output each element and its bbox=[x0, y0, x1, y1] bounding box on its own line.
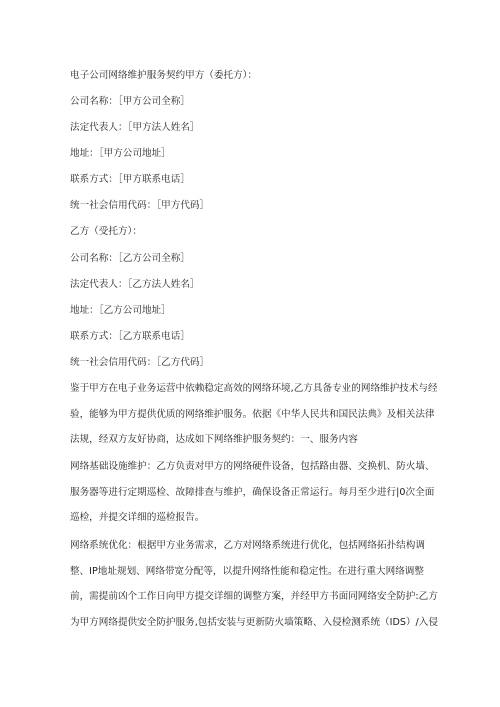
party-a-address: 地址：［甲方公司地址］ bbox=[70, 148, 171, 159]
party-a-name: 公司名称：［甲方公司全称］ bbox=[70, 96, 190, 107]
infra-line: 巡检，并提交详细的巡检报告。 bbox=[70, 512, 205, 524]
party-b-rep: 法定代表人：［乙方法人姓名］ bbox=[70, 279, 200, 290]
intro-line: 法规，经双方友好协商，达成如下网络维护服务契约：一、服务内容 bbox=[70, 434, 358, 446]
optimization-paragraph bbox=[70, 533, 465, 635]
party-b-heading: 乙方（受托方）： bbox=[70, 226, 142, 237]
opt-line: 为甲方网络提供安全防护服务,包括安装与更新防火墙策略、入侵检测系统（IDS）/入侵 bbox=[70, 616, 438, 628]
opt-line: 整、IP地址规划、网络带宽分配等，以提升网络性能和稳定性。在进行重大网络调整 bbox=[70, 565, 424, 577]
party-a-credit-code: 统一社会信用代码：［甲方代码］ bbox=[70, 200, 210, 211]
party-a-contact: 联系方式：［甲方联系电话］ bbox=[70, 174, 190, 185]
opt-line: 前，需提前凶个工作日向甲方提交详细的调整方案，并经甲方书面同网络安全防护:乙方 bbox=[70, 591, 438, 603]
party-b-credit-code: 统一社会信用代码：［乙方代码］ bbox=[70, 357, 210, 368]
party-b-contact: 联系方式：［乙方联系电话］ bbox=[70, 331, 190, 342]
infra-line: 服务器等进行定期巡检、故障排查与维护，确保设备正常运行。每月至少进行|0次全面 bbox=[70, 486, 435, 498]
party-b-name: 公司名称：［乙方公司全称］ bbox=[70, 253, 190, 264]
intro-line: 验，能够为甲方提供优质的网络维护服务。依据《中华人民共和国民法典》及相关法律 bbox=[70, 408, 435, 420]
party-b-address: 地址：［乙方公司地址］ bbox=[70, 305, 171, 316]
doc-title: 电子公司网络维护服务契约甲方（委托方）： bbox=[70, 70, 258, 81]
intro-line: 鉴于甲方在电子业务运营中依赖稳定高效的网络环境,乙方具备专业的网络维护技术与经 bbox=[70, 383, 438, 394]
opt-line: 网络系统优化：根据甲方业务需求，乙方对网络系统进行优化，包括网络拓扑结构调 bbox=[70, 540, 425, 551]
party-a-rep: 法定代表人：［甲方法人姓名］ bbox=[70, 122, 200, 133]
intro-paragraph bbox=[70, 376, 465, 453]
infra-line: 网络基础设施维护：乙方负责对甲方的网络硬件设备，包括路由器、交换机、防火墙、 bbox=[70, 461, 435, 472]
infrastructure-paragraph bbox=[70, 454, 465, 531]
